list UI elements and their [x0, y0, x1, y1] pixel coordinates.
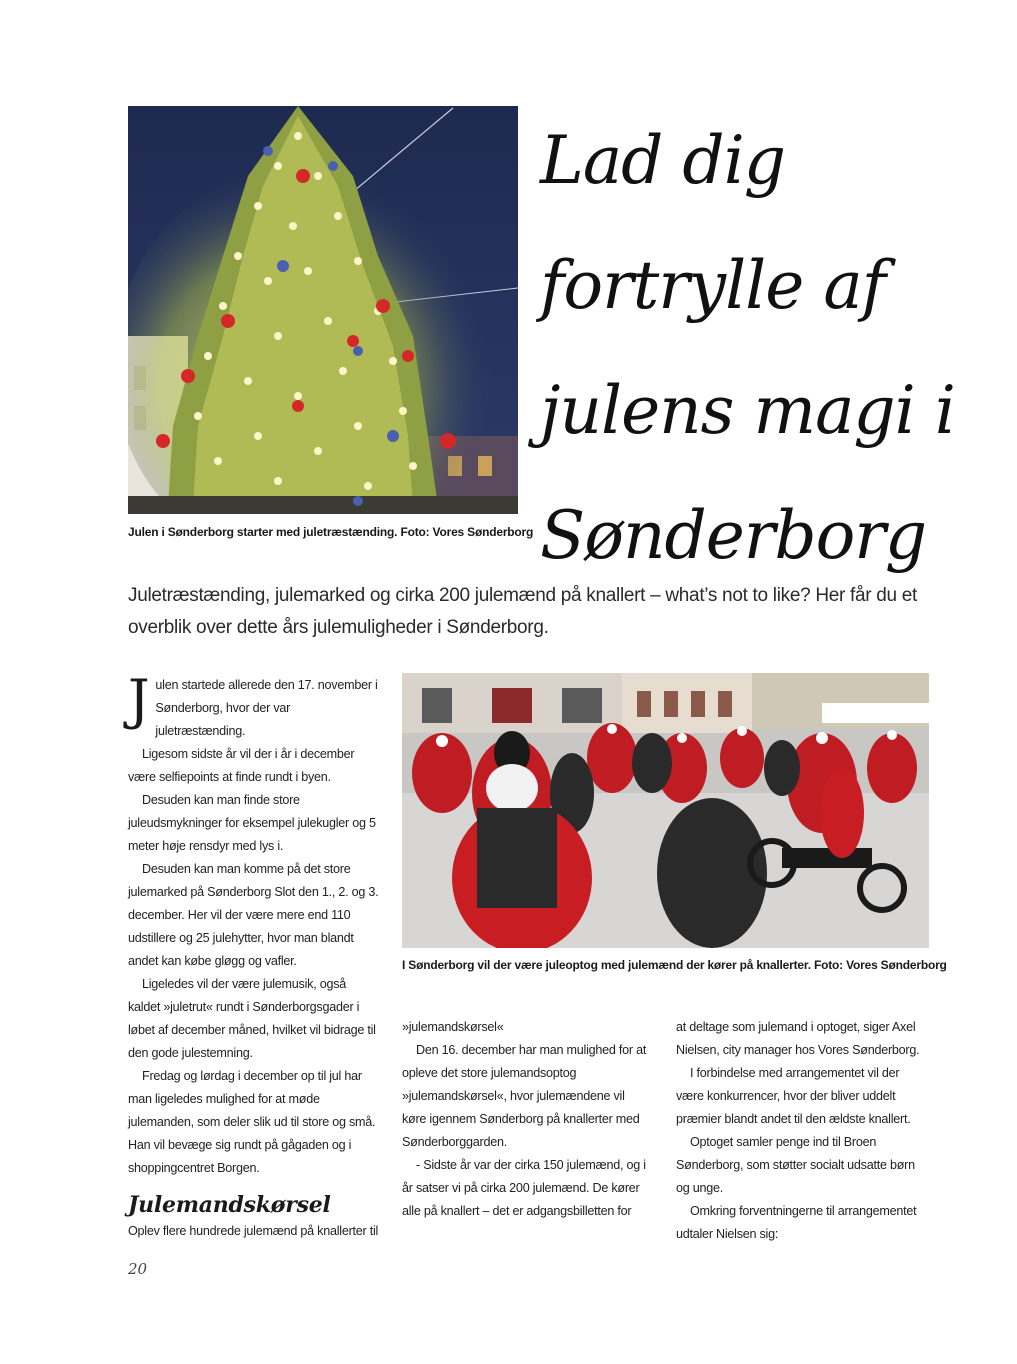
headline-line-3: julens magi i — [540, 372, 955, 449]
christmas-tree-photo — [128, 106, 518, 514]
paragraph: Den 16. december har man mulighed for at opleve det store julemandsoptog »julemandskørsel«, hvor julemændene vil køre igennem Sønderborg på knallerter med Sønderborggarden. — [402, 1043, 647, 1149]
santa-parade-illustration — [402, 673, 929, 948]
paragraph: Desuden kan man komme på det store julemarked på Sønderborg Slot den 1., 2. og 3. december. Her vil der være mere end 110 udstillere og 25 julehytter, hvor man blandt andet kan købe gløgg og vafler. — [128, 862, 379, 968]
paragraph — [128, 668, 380, 743]
drop-cap: J — [128, 668, 150, 731]
paragraph: Ligeledes vil der være julemusik, også kaldet »juletrut« rundt i Sønderborgsgader i løbet af december måned, hvilket vil bidrage til den gode julestemning. — [128, 977, 376, 1060]
paragraph: Fredag og lørdag i december op til jul har man ligeledes mulighed for at møde julemanden, som deler slik ud til store og små. Han vil bevæge sig rundt på gågaden og i shoppingcentret Borgen. — [128, 1069, 376, 1175]
paragraph: - Sidste år var der cirka 150 julemænd, og i år satser vi på cirka 200 julemænd. De kører alle på knallert – det er adgangsbilletten for — [402, 1158, 646, 1218]
body-column-2 — [402, 1016, 652, 1223]
paragraph: at deltage som julemand i optoget, siger Axel Nielsen, city manager hos Vores Sønderborg. — [676, 1020, 920, 1057]
headline-line-4: Sønderborg — [540, 497, 927, 574]
santa-parade-photo — [402, 673, 929, 948]
paragraph: »julemandskørsel« — [402, 1020, 504, 1034]
article-lead: Juletræstænding, julemarked og cirka 200 julemænd på knallert – what’s not to like? Her får du et overblik over dette års julemuligheder i Sønderborg. — [128, 585, 918, 638]
section-subheading: Julemandskørsel — [128, 1192, 331, 1218]
santa-photo-caption: I Sønderborg vil der være juleoptog med julemænd der kører på knallerter. Foto: Vores Sønderborg — [402, 958, 947, 972]
paragraph: Optoget samler penge ind til Broen Sønderborg, som støtter socialt udsatte børn og unge. — [676, 1135, 915, 1195]
headline-line-1: Lad dig — [540, 122, 786, 199]
headline-line-2: fortrylle af — [540, 247, 886, 324]
paragraph: Oplev flere hundrede julemænd på knallerter til — [128, 1224, 379, 1238]
body-column-1 — [128, 668, 380, 1243]
paragraph-text: ulen startede allerede den 17. november i Sønderborg, hvor der var juletræstænding. — [155, 678, 378, 738]
paragraph: I forbindelse med arrangementet vil der være konkurrencer, hvor der bliver uddelt præmier blandt andet til den ældste knallert. — [676, 1066, 911, 1126]
paragraph: Ligesom sidste år vil der i år i december være selfiepoints at finde rundt i byen. — [128, 747, 355, 784]
page-number: 20 — [128, 1260, 148, 1278]
paragraph: Omkring forventningerne til arrangementet udtaler Nielsen sig: — [676, 1204, 917, 1241]
paragraph: Desuden kan man finde store juleudsmykninger for eksempel julekugler og 5 meter høje rensdyr med lys i. — [128, 793, 376, 853]
article-headline — [540, 98, 1010, 598]
body-column-3 — [676, 1016, 930, 1246]
tree-photo-caption: Julen i Sønderborg starter med juletræstænding. Foto: Vores Sønderborg — [128, 525, 534, 539]
christmas-tree-illustration — [128, 106, 518, 514]
